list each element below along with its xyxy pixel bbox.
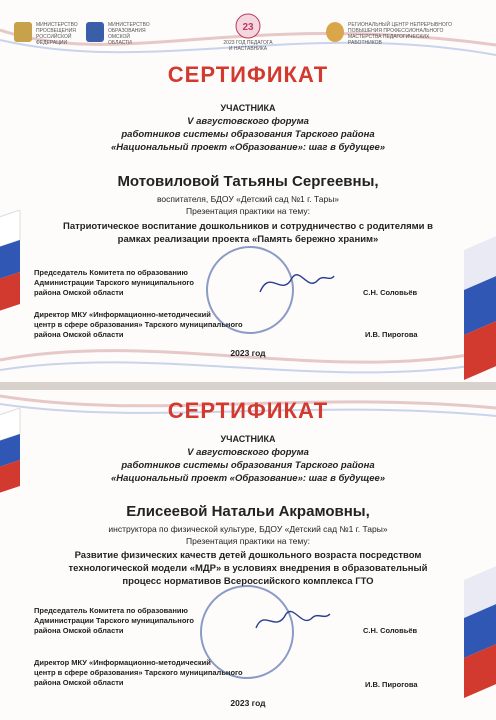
forum-line-1: V августовского форума xyxy=(187,116,309,127)
signatory-2-line-3: района Омской области xyxy=(34,330,124,339)
forum-line-2: работников системы образования Тарского района xyxy=(121,460,375,471)
certificate-year: 2023 год xyxy=(230,698,266,708)
signatory-2-line-1: Директор МКУ «Информационно-методический xyxy=(34,658,211,667)
signatory-1-name: С.Н. Соловьёв xyxy=(363,288,418,297)
center-logo-icon xyxy=(326,22,344,42)
signatory-1-line-3: района Омской области xyxy=(34,288,124,297)
signatory-2-name: И.В. Пирогова xyxy=(365,330,418,339)
certificate-2 xyxy=(0,390,496,720)
signatory-2-line-2: центр в сфере образования» Тарского муниципального xyxy=(34,320,243,329)
role-label: УЧАСТНИКА xyxy=(220,103,276,113)
svg-text:23: 23 xyxy=(242,22,254,33)
topic-line-2: технологической модели «МДР» в условиях внедрения в образовательный xyxy=(68,563,428,574)
forum-line-1: V августовского форума xyxy=(187,447,309,458)
signatory-2-name: И.В. Пирогова xyxy=(365,680,418,689)
forum-line-3: «Национальный проект «Образование»: шаг в будущее» xyxy=(110,473,386,484)
signatory-1-line-2: Администрации Тарского муниципального xyxy=(34,278,195,287)
signatory-1 xyxy=(34,606,194,636)
region-emblem-icon xyxy=(86,22,104,42)
signatory-1-line-2: Администрации Тарского муниципального xyxy=(34,616,195,625)
signatory-2 xyxy=(34,310,243,340)
ministry-logo-text: МИНИСТЕРСТВО ПРОСВЕЩЕНИЯ РОССИЙСКОЙ ФЕДЕРАЦИИ xyxy=(36,22,78,46)
region-logo-text: МИНИСТЕРСТВО ОБРАЗОВАНИЯ ОМСКОЙ ОБЛАСТИ xyxy=(108,22,150,46)
topic-line-1: Патриотическое воспитание дошкольников и сотрудничество с родителями в xyxy=(63,221,433,232)
presentation-label: Презентация практики на тему: xyxy=(186,536,310,546)
role-label: УЧАСТНИКА xyxy=(220,434,276,444)
participant-name: Елисеевой Натальи Акрамовны, xyxy=(126,503,370,520)
signatory-1-line-3: района Омской области xyxy=(34,626,124,635)
certificate-title: СЕРТИФИКАТ xyxy=(167,62,329,87)
participant-position: инструктора по физической культуре, БДОУ «Детский сад №1 г. Тары» xyxy=(108,524,388,534)
presentation-label: Презентация практики на тему: xyxy=(186,206,310,216)
center-logo-text: РЕГИОНАЛЬНЫЙ ЦЕНТР НЕПРЕРЫВНОГО ПОВЫШЕНИЯ ПРОФЕССИОНАЛЬНОГО МАСТЕРСТВА ПЕДАГОГИЧЕСКИХ РАБОТНИКОВ xyxy=(348,22,453,46)
signatory-1-line-1: Председатель Комитета по образованию xyxy=(34,606,188,615)
signatory-2-line-3: района Омской области xyxy=(34,678,124,687)
topic-line-3: процесс нормативов Всероссийского комплекса ГТО xyxy=(122,576,374,587)
forum-line-2: работников системы образования Тарского района xyxy=(121,129,375,140)
participant-name: Мотовиловой Татьяны Сергеевны, xyxy=(117,173,379,190)
topic-line-2: рамках реализации проекта «Память бережно храним» xyxy=(117,234,379,245)
ministry-emblem-icon xyxy=(14,22,32,42)
year-of-teacher-logo-text: 2023 ГОД ПЕДАГОГА И НАСТАВНИКА xyxy=(223,40,273,52)
participant-position: воспитателя, БДОУ «Детский сад №1 г. Тары» xyxy=(156,194,340,204)
certificate-title: СЕРТИФИКАТ xyxy=(167,398,329,423)
signatory-1-line-1: Председатель Комитета по образованию xyxy=(34,268,188,277)
forum-line-3: «Национальный проект «Образование»: шаг в будущее» xyxy=(110,142,386,153)
signatory-2-line-1: Директор МКУ «Информационно-методический xyxy=(34,310,211,319)
signature-solovyov xyxy=(256,262,336,302)
signatory-2-line-2: центр в сфере образования» Тарского муниципального xyxy=(34,668,243,677)
signature-solovyov xyxy=(252,600,332,640)
certificate-year: 2023 год xyxy=(230,348,266,358)
topic-line-1: Развитие физических качеств детей дошкольного возраста посредством xyxy=(74,550,422,561)
header-logos xyxy=(0,8,496,60)
signatory-2 xyxy=(34,658,243,688)
signatory-1-name: С.Н. Соловьёв xyxy=(363,626,418,635)
signatory-1 xyxy=(34,268,194,298)
